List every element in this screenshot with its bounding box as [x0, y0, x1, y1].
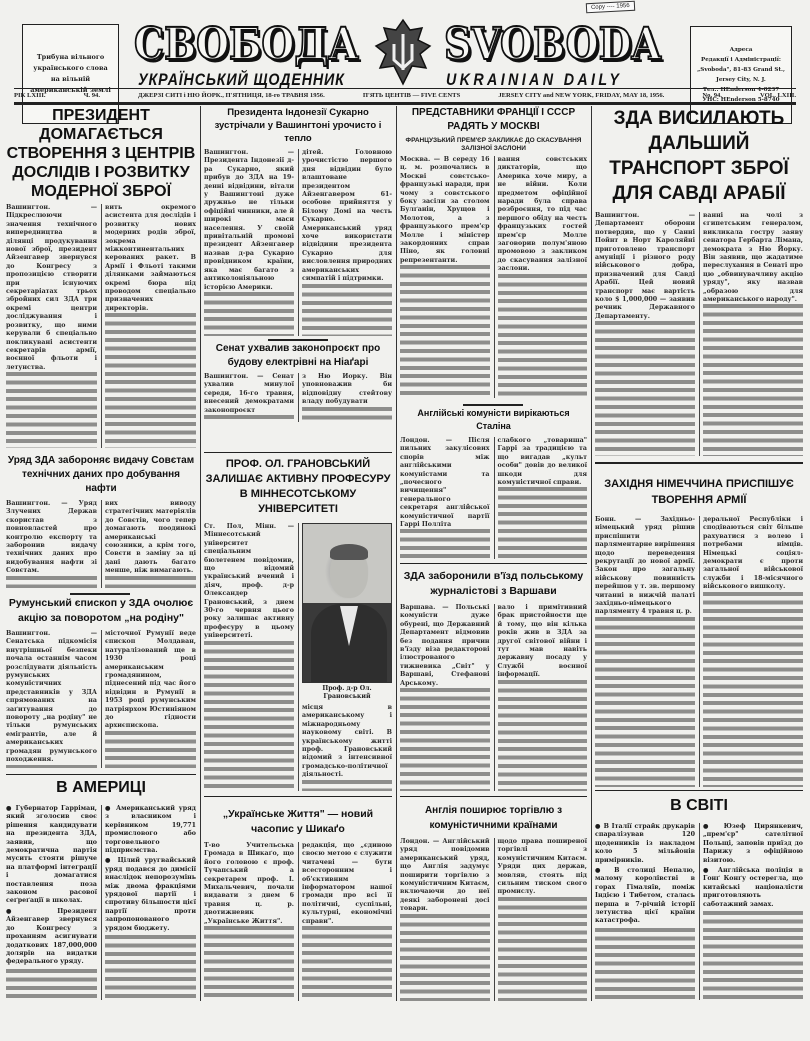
article-senate-niagara — [204, 342, 392, 422]
headline: Уряд ЗДА забороняє видачу Совєтам технічних даних про добування нафти — [7, 455, 195, 494]
article-text: дітей. Головною урочистістю першого дня відвідин було влаштоване президентом Айзенгавером 61-особове прийняття у Білому Домі на честь Сукарно. Американський уряд хоче використати відвідини президента Сукарно для висловлення природних американських симпатій і підтримки. — [302, 149, 392, 283]
news-bullet: ● Американський уряд з власником і керівником 19,771 промислового або торговельного підприємства. — [105, 805, 196, 855]
headline: Англійські комуністи вирікаються Сталіна — [417, 408, 570, 431]
news-bullet: ● Англійська поліція в Гонґ Конґу остерегла, що китайські націоналісти приготовляють саботажний замах. — [703, 867, 803, 908]
newspaper-title-english: SVOBODA — [444, 19, 661, 70]
trident-emblem-icon — [374, 18, 432, 88]
copy-stamp: Copy ---- 1956 — [586, 1, 635, 14]
section-in-world — [595, 790, 803, 1000]
article-text: ванні на чолі з єгипетським генералом, викликала гостру заяву сенатора Гербарта Лімана, демократа з Ню Йорку. Він заявив, що жадатиме переслухання в Сенаті про цю „обвинувачливу акцію уряду", яку назвав „образою для американського народу". — [703, 212, 803, 304]
article-text: Вашингтон. — Департамент оборони потвердив, що у Санні Пойнт в Норт Кароляйні приготовлено транспорт амуніції і різного роду військового добра, призначений для Савді Арабії. Цей новий транспорт має вартість коло $ 1,000,000 — заявив речник Державного Департаменту. — [595, 212, 695, 320]
article-president-weapons-centers — [6, 106, 196, 448]
bullet-text: В столиці Непалю, малому королівстві в горах Гімаляїв, поміж Індією і Тибетом, сталась перша в 7-річній історії летунства цієї країни катастрофа. — [595, 867, 695, 925]
article-text: Вашингтон. — Підкреслюючи значення технічного випередництва в ділянці продукування нової зброї, президент Айзенгавер звернувся до Конгресу з пропозицією створити при існуючих секретаріатах трьох збройних сил ЗДА три окремі центри досліджування і розвитку, що ними керували б спеціально покликувані асистенти секретарів армії, воєнної фльоти і летунства. — [6, 204, 97, 371]
newspaper-title-ukrainian: СВОБОДА — [134, 19, 359, 70]
bullet-text: Американський уряд з власником і керівником 19,771 промислового або торговельного підприємства. — [105, 805, 196, 855]
article-saudi-arms — [595, 106, 803, 456]
date-uk: ДЖЕРЗІ СИТІ і НЮ ЙОРК., П'ЯТНИЦЯ, 18-го ТРАВНЯ 1956. — [138, 92, 325, 99]
article-text: вить окремого асистента для дослідів і розвитку нових модерних родів зброї, зокрема міжконтинентальних керованих ракет. В Армії і Фльоті такими ділянками займаються окремі бюра під проводом спеціально призначених директорів. — [105, 204, 196, 312]
motto-line: американській землі — [30, 86, 111, 94]
article-oil-data-ban — [6, 454, 196, 588]
headline: Президента Індонезії Сукарно зустрічали у Вашингтоні урочисто і тепло — [214, 107, 382, 144]
motto-line: на вільній — [50, 75, 91, 83]
bullet-text: В Італії страйк друкарів спаралізував 120 щоденників із накладом коло 5 мільйонів примірників. — [595, 823, 695, 864]
news-bullet: ● В столиці Непалю, малому королівстві в горах Гімаляїв, поміж Індією і Тибетом, сталась перша в 7-річній історії летунства цієї країни катастрофа. — [595, 867, 695, 925]
issue-uk: Ч. 94. — [83, 92, 100, 99]
address-line: Тел.: HEnderson 4-0237 — [702, 87, 780, 93]
article-romanian-bishop — [6, 596, 196, 768]
divider — [268, 339, 328, 341]
article-france-ussr — [400, 106, 587, 398]
address-line: Адреса — [729, 47, 753, 53]
address-line: Jersey City, N. J. — [716, 77, 766, 83]
article-text: Москва. — В середу 16 ц. м. розпочались в Москві совєтсько-французькі наради, при чому з совєтського боку засіли за столом Булґанін, Хрущов і Молотов, а з французького прем'єр Молле і міністер закордонних справ Піно, як головні репрезентанти. — [400, 156, 490, 264]
article-text: Бонн. — Західньо-німецький уряд рішив приспішити парляментарне вирішення щодо переведення рекрутації до нової армії. Закон про загальну військову повинність перейшов у т. зв. першому читанні в нижчій палаті західньо-німецького парляменту 4 травня ц. р. — [595, 516, 695, 616]
headline: Англія поширює торгівлю з комуністичними країнами — [424, 805, 563, 831]
article-granovsky — [204, 452, 392, 791]
article-text: Т-во Учительська Громада в Шикаґо, що його головою є проф. Тучапський а секретарем проф. І. Михальчевич, почали видавати з днем 6 травня ц. р. двотижневик „Українське Життя". — [204, 842, 294, 925]
address-line: Редакції і Адміністрації: — [701, 57, 781, 63]
divider — [463, 404, 523, 406]
volume-en: VOL. LXIII. — [760, 92, 796, 99]
article-text: Вашингтон. — Уряд Злучених Держав скористав з повновластей про контролю експорту та заборонив видачу технічних даних про видобування нафти зі Совєтам. — [6, 500, 97, 575]
address-line: „Svoboda", 81-83 Grand St., — [697, 67, 785, 73]
headline: Сенат ухвалив законопроєкт про будову електрівні на Ніаґарі — [215, 343, 381, 368]
headline: „Українське Життя" — новий часопис у Шикаґо — [222, 808, 374, 835]
price: П'ЯТЬ ЦЕНТІВ — FIVE CENTS — [362, 92, 461, 99]
bullet-text: Цілий уругвайський уряд подався до димісії внаслідок непорозумінь між двома фракціями урядової партії і спротиву більшости цієї партії проти запропонованого урядом бюджету. — [105, 857, 196, 932]
article-polish-journalist — [400, 563, 587, 791]
newspaper-subtitle-english: UKRAINIAN DAILY — [446, 70, 623, 89]
article-text: деральної Республіки і сподіваються світ більше рахуватися з волею і потребами німців. Німецькі соціял-демократи є проти загальної військової служби і 18-місячного військового вишколу. — [703, 516, 803, 591]
issue-en: No. 94. — [702, 92, 722, 99]
news-bullet: ● Президент Айзенгавер звернувся до Конгресу з проханням асигнувати додаткових 187,000,000 долярів на видатки федерального уряду. — [6, 907, 97, 966]
section-heading: В АМЕРИЦІ — [6, 774, 196, 799]
article-text: Лондон. — Після пильних закулісових спорів між англійськими комуністами та „почесного вичищення" генерального секретаря англійської комуністичної партії Гаррі Полліта — [400, 437, 490, 529]
bullet-text: Губернатор Гарріман, який зголосив своє рішення кандидувати на президента ЗДА, заявив, що демократична партія мусить стояти рішуче на платформі інтеграції і домагатися поставлення поза законом расової сеґреґації в школах. — [6, 805, 97, 905]
address-line: УНС: HEnderson 5-8740 — [702, 97, 780, 103]
article-text: з Ню Йорку. Він уповноважив би відповідну стейтову владу побудувати — [302, 373, 392, 406]
headline: ЗДА заборонили в'їзд польському журналістові з Варшави — [403, 570, 584, 597]
motto-line: українського слова — [33, 64, 108, 72]
news-bullet: ● Юзеф Цирянкевич, „прем'єр" сателітної Польщі, заповів приїзд до Парижу з офіційною візитою. — [703, 823, 803, 864]
article-england-trade — [400, 796, 587, 1001]
date-en: JERSEY CITY and NEW YORK, FRIDAY, MAY 18, 1956. — [498, 92, 665, 99]
article-text: Лондон. — Англійський уряд повідомив американський уряд, що Англія задумує поширити торгівлю з комуністичним Китаєм, включаючи до неї деякі заборонені досі товари. — [400, 838, 490, 913]
headline: ЗАХІДНЯ НІМЕЧЧИНА ПРИСПІШУЄ ТВОРЕННЯ АРМІЇ — [604, 478, 794, 506]
headline: Румунський єпископ у ЗДА очолює акцію за поворотом „на родіну" — [8, 597, 194, 624]
article-ukrainske-zhyttia — [204, 796, 392, 1001]
portrait-photo — [302, 523, 392, 683]
article-text: місця в американському і міжнародньому науковому світі. В українському житті проф. Грановський відомий з інтенсивної громадсько-політичної діяльності. — [302, 704, 392, 779]
dateline-bar — [14, 88, 796, 105]
photo-caption: Проф. д-р Ол. Грановський — [322, 685, 372, 700]
news-bullet: ● В Італії страйк друкарів спаралізував 120 щоденників із накладом коло 5 мільйонів примірників. — [595, 823, 695, 864]
article-text: Ст. Пол, Мінн. — Міннесотський університет спеціальним бюлетенем повідомив, що відомий український вчений і діяч, проф. д-р Олександер Грановський, з днем 30-го червня цього року залишає активну професуру в цьому університеті. — [204, 523, 294, 640]
bullet-text: Президент Айзенгавер звернувся до Конгресу з проханням асигнувати додаткових 187,000,000 долярів на видатки федерального уряду. — [6, 907, 97, 966]
headline: ЗДА ВИСИЛАЮТЬ ДАЛЬШИЙ ТРАНСПОРТ ЗБРОЇ ДЛЯ САВДІ АРАБІЇ — [609, 108, 789, 204]
article-text: Вашингтон. — Сенатська підкомісія внутрішньої безпеки почала останнім часом розслідувати діяльність румунських комуністичних представників у ЗДА спрямованих на заґитування до повороту „на родіну" не тільки румунських емігрантів, але й американських громадян румунського походження. — [6, 630, 97, 764]
divider — [70, 593, 130, 595]
article-text: місточної Румунії веде єпископ Молдаван, натуралізований ще в 1930 році американським громадянином, піднесений під час його відвідин в Румунії в 1953 році румунським патріярхом Юстиніяном до гідности архиєпископа. — [105, 630, 196, 730]
article-sukarno-visit — [204, 106, 392, 336]
article-text: вало і примітивний брак пристойности ще й тому, що він кілька років жив в ЗДА за другої світової війни і тут мав навіть державну посаду у Службі воєнної інформації. — [497, 604, 587, 679]
article-text: редакція, що „єдиною своєю метою є служити читачеві — бути всесторонним і об'єктивним інформатором нашої громади про всі її політичні, суспільні, культурні, економічні справи". — [302, 842, 392, 925]
article-west-germany-army — [595, 462, 803, 787]
headline: ПРЕДСТАВНИКИ ФРАНЦІЇ І СССР РАДЯТЬ У МОСКВІ — [411, 107, 576, 132]
section-heading: В СВІТІ — [595, 790, 803, 817]
article-text: Варшава. — Польські комуністи дуже обурені, що Державний Департамент відмовив без подання причин в'їзду віза редакторові ілюстрованого тижневика „Світ" у Варшаві, Стефанові Арському. — [400, 604, 490, 687]
headline: ПРОФ. ОЛ. ГРАНОВСЬКИЙ ЗАЛИШАЄ АКТИВНУ ПРОФЕСУРУ В МІННЕСОТСЬКОМУ УНІВЕРСИТЕТІ — [205, 458, 391, 515]
article-text: вання совєтських диктаторів, що Америка хоче миру, а не війни. Коли предметом офіційної наради була справа розброєння, то під час першого обіду на честь французьких гостей прем'єр Молле заговорив полум'яною промовою з закликом до скасування залізної заслони. — [497, 156, 587, 273]
bullet-text: Юзеф Цирянкевич, „прем'єр" сателітної Польщі, заповів приїзд до Парижу з офіційною візитою. — [703, 823, 803, 864]
news-bullet: ● Губернатор Гарріман, який зголосив своє рішення кандидувати на президента ЗДА, заявив, що демократична партія мусить стояти рішуче на платформі інтеграції і домагатися поставлення поза законом расової сеґреґації в школах. — [6, 805, 97, 905]
headline: ПРЕЗИДЕНТ ДОМАГАЄТЬСЯ СТВОРЕННЯ 3 ЦЕНТРІВ ДОСЛІДІВ І РОЗВИТКУ МОДЕРНОЇ ЗБРОЇ — [6, 107, 196, 200]
article-text: щодо права поширеної торгівлі з комуністичним Китаєм. Уряди цих держав, мовляв, стоять під сильним тиском свого промислу. — [497, 838, 587, 896]
news-bullet: ● Цілий уругвайський уряд подався до димісії внаслідок непорозумінь між двома фракціями урядової партії і спротиву більшости цієї партії проти запропонованого урядом бюджету. — [105, 857, 196, 932]
article-text: Вашингтон. — Президента Індонезії д-ра Сукарно, який прибув до ЗДА на 19-денні відвідини, вітали у Вашингтоні дуже дружньо не тільки офіційні чинники, але й широкі маси населення. У своїй привітальній промові президент Айзенгавер назвав д-ра Сукарно провідником країни, яка має багато з антиколоніяльною історією Америки. — [204, 149, 294, 291]
column-rule — [396, 106, 397, 1001]
bullet-text: Англійська поліція в Гонґ Конґу остерегла, що китайські націоналісти приготовляють саботажний замах. — [703, 867, 803, 908]
newspaper-subtitle-ukrainian: УКРАЇНСЬКИЙ ЩОДЕННИК — [138, 70, 345, 89]
article-text: Вашингтон. — Сенат ухвалив минулої середи, 16-го травня, внесений демократами законопроєкт — [204, 373, 294, 414]
motto-line: Трибуна вільного — [36, 53, 105, 61]
article-text: вих виводу стратегічних матеріялів до Совєтів, чого тепер домагають поодинокі американські союзники, а крім того, Совєти в заміну за ці дані дають багато менше, ніж вимагають. — [105, 500, 196, 575]
subheadline: ФРАНЦУЗЬКИЙ ПРЕМ'ЄР ЗАКЛИКАЄ ДО СКАСУВАННЯ ЗАЛІЗНОЇ ЗАСЛОНИ — [405, 137, 582, 152]
column-rule — [200, 106, 201, 1001]
article-english-communists — [400, 407, 587, 559]
column-rule — [591, 106, 592, 1001]
article-text: слабкого „товариша" Гаррі за традицією та що вигадав „культ особи" довів до великої шкоди для комуністичної справи. — [497, 437, 587, 487]
volume-uk: РІК LXIII. — [14, 92, 46, 99]
section-in-america — [6, 774, 196, 1000]
